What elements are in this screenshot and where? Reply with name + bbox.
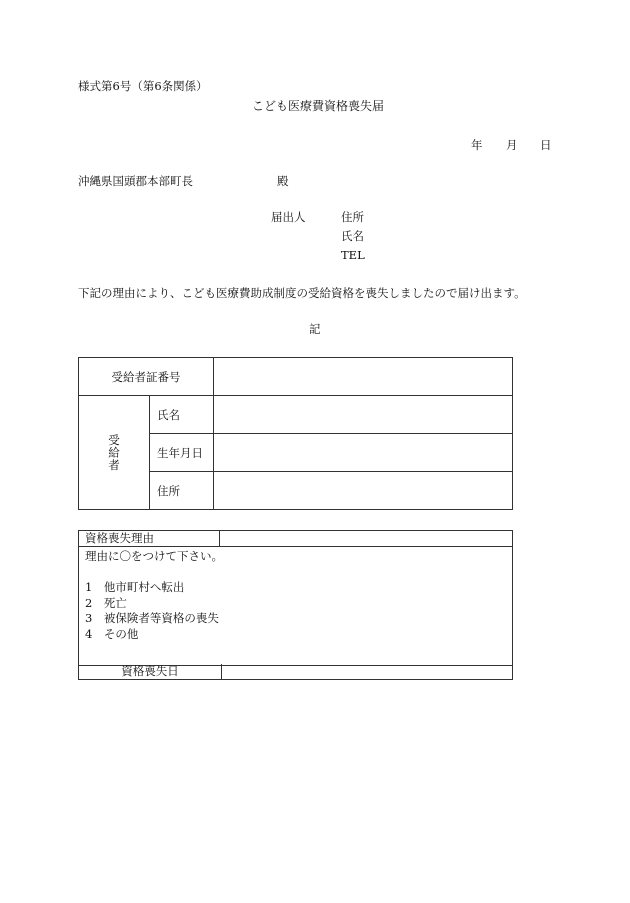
date-day: 日 xyxy=(540,138,552,152)
applicant-address-label: 住所 xyxy=(341,210,364,224)
cert-no-field[interactable] xyxy=(214,358,513,396)
addressee-honorific: 殿 xyxy=(277,174,289,188)
name-label: 氏名 xyxy=(150,396,214,434)
name-field[interactable] xyxy=(214,396,513,434)
applicant-label: 届出人 xyxy=(271,210,306,224)
spacer xyxy=(85,565,223,581)
dob-field[interactable] xyxy=(214,434,513,472)
list-item[interactable]: 2 死亡 xyxy=(85,595,127,610)
table-row xyxy=(79,358,513,396)
recipient-table xyxy=(78,357,513,510)
form-number: 様式第6号（第6条関係） xyxy=(78,79,208,93)
ki-mark: 記 xyxy=(309,322,321,336)
applicant-name-label: 氏名 xyxy=(341,229,364,243)
loss-date-label: 資格喪失日 xyxy=(79,664,222,679)
address-field[interactable] xyxy=(214,472,513,510)
list-item[interactable]: 1 他市町村へ転出 xyxy=(85,580,185,594)
recipient-label-cell xyxy=(79,396,150,510)
recipient-label: 受給者 xyxy=(107,433,121,472)
addressee-office: 沖縄県国頭郡本部町長 xyxy=(78,174,193,188)
reason-box xyxy=(78,530,513,666)
reason-body[interactable] xyxy=(85,549,223,642)
dob-label: 生年月日 xyxy=(150,434,214,472)
date-month: 月 xyxy=(506,138,518,152)
date-year: 年 xyxy=(471,138,483,152)
cert-no-label: 受給者証番号 xyxy=(79,358,214,396)
address-label: 住所 xyxy=(150,472,214,510)
list-item[interactable]: 4 その他 xyxy=(85,626,139,641)
applicant-tel-label: TEL xyxy=(341,248,365,262)
table-row xyxy=(79,396,513,434)
form-title: こども医療費資格喪失届 xyxy=(252,99,385,113)
reason-header: 資格喪失理由 xyxy=(79,531,220,547)
list-item[interactable]: 3 被保険者等資格の喪失 xyxy=(85,611,219,625)
statement: 下記の理由により、こども医療費助成制度の受給資格を喪失しましたので届け出ます。 xyxy=(78,286,526,300)
reason-header-divider xyxy=(213,546,512,547)
loss-date-row xyxy=(78,664,513,680)
reason-instruction: 理由に〇をつけて下さい。 xyxy=(85,549,223,563)
